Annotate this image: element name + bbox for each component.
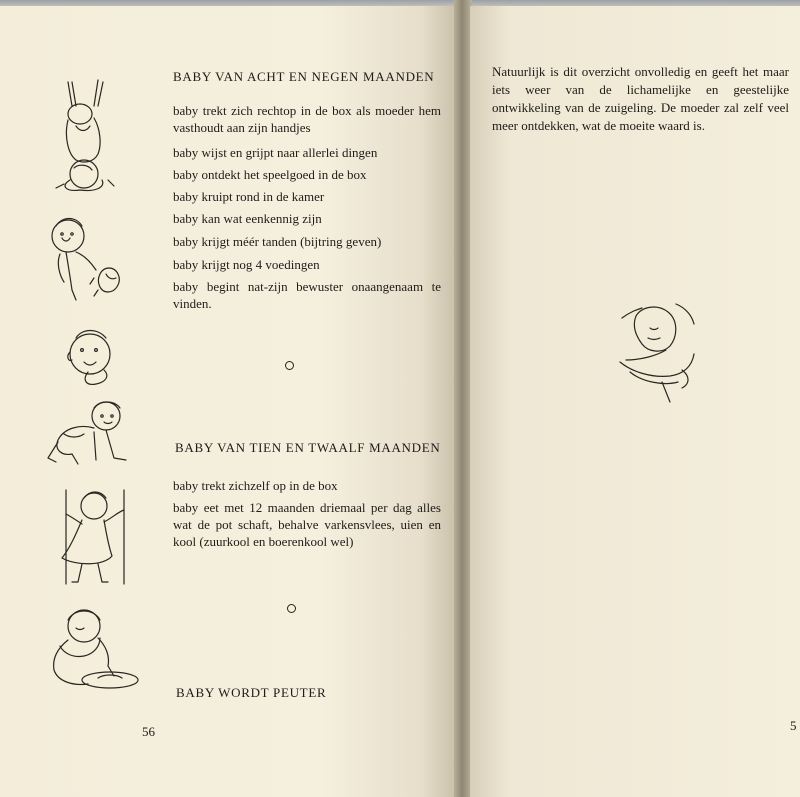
baby-eating-illustration [44, 602, 142, 694]
list-item: baby eet met 12 maanden driemaal per dag alles wat de pot schaft, behalve varkensvlees, uien en kool (zuurkool en boerenkool wel) [173, 500, 441, 549]
list-item: baby wijst en grijpt naar allerlei dingen [173, 145, 378, 160]
baby-reaching-toy-illustration [46, 212, 126, 304]
list-item: baby krijgt méér tanden (bijtring geven) [173, 234, 382, 249]
list-item: baby begint nat-zijn bewuster onaangenaam te vinden. [173, 279, 441, 311]
baby-held-upright-illustration [50, 76, 120, 194]
section-heading-toddler: BABY WORDT PEUTER [176, 685, 327, 700]
closing-paragraph: Natuurlijk is dit overzicht onvolledig en geeft het maar iets weer van de lichamelijke en geestelijke ontwikkeling van de zuigeling. De moeder zal zelf veel meer ontdekken, wat de moeite waard is. [492, 64, 789, 133]
section-heading-eight-nine-months: BABY VAN ACHT EN NEGEN MAANDEN [173, 69, 435, 84]
baby-standing-in-playpen-illustration [48, 486, 134, 586]
sleeping-baby-illustration [612, 298, 704, 406]
baby-face-illustration [62, 322, 124, 388]
page-number-left: 56 [142, 724, 155, 739]
list-item: baby trekt zichzelf op in de box [173, 478, 338, 493]
list-item: baby krijgt nog 4 voedingen [173, 257, 320, 272]
section-divider-circle [285, 361, 294, 370]
list-item: baby kan wat eenkennig zijn [173, 211, 322, 226]
list-item: baby ontdekt het speelgoed in de box [173, 167, 367, 182]
baby-crawling-illustration [44, 398, 130, 470]
page-number-right: 5 [790, 718, 797, 733]
list-item: baby kruipt rond in de kamer [173, 189, 325, 204]
section-heading-ten-twelve-months: BABY VAN TIEN EN TWAALF MAANDEN [175, 440, 441, 455]
list-item: baby trekt zich rechtop in de box als moeder hem vasthoudt aan zijn handjes [173, 103, 441, 135]
section-divider-circle [287, 604, 296, 613]
